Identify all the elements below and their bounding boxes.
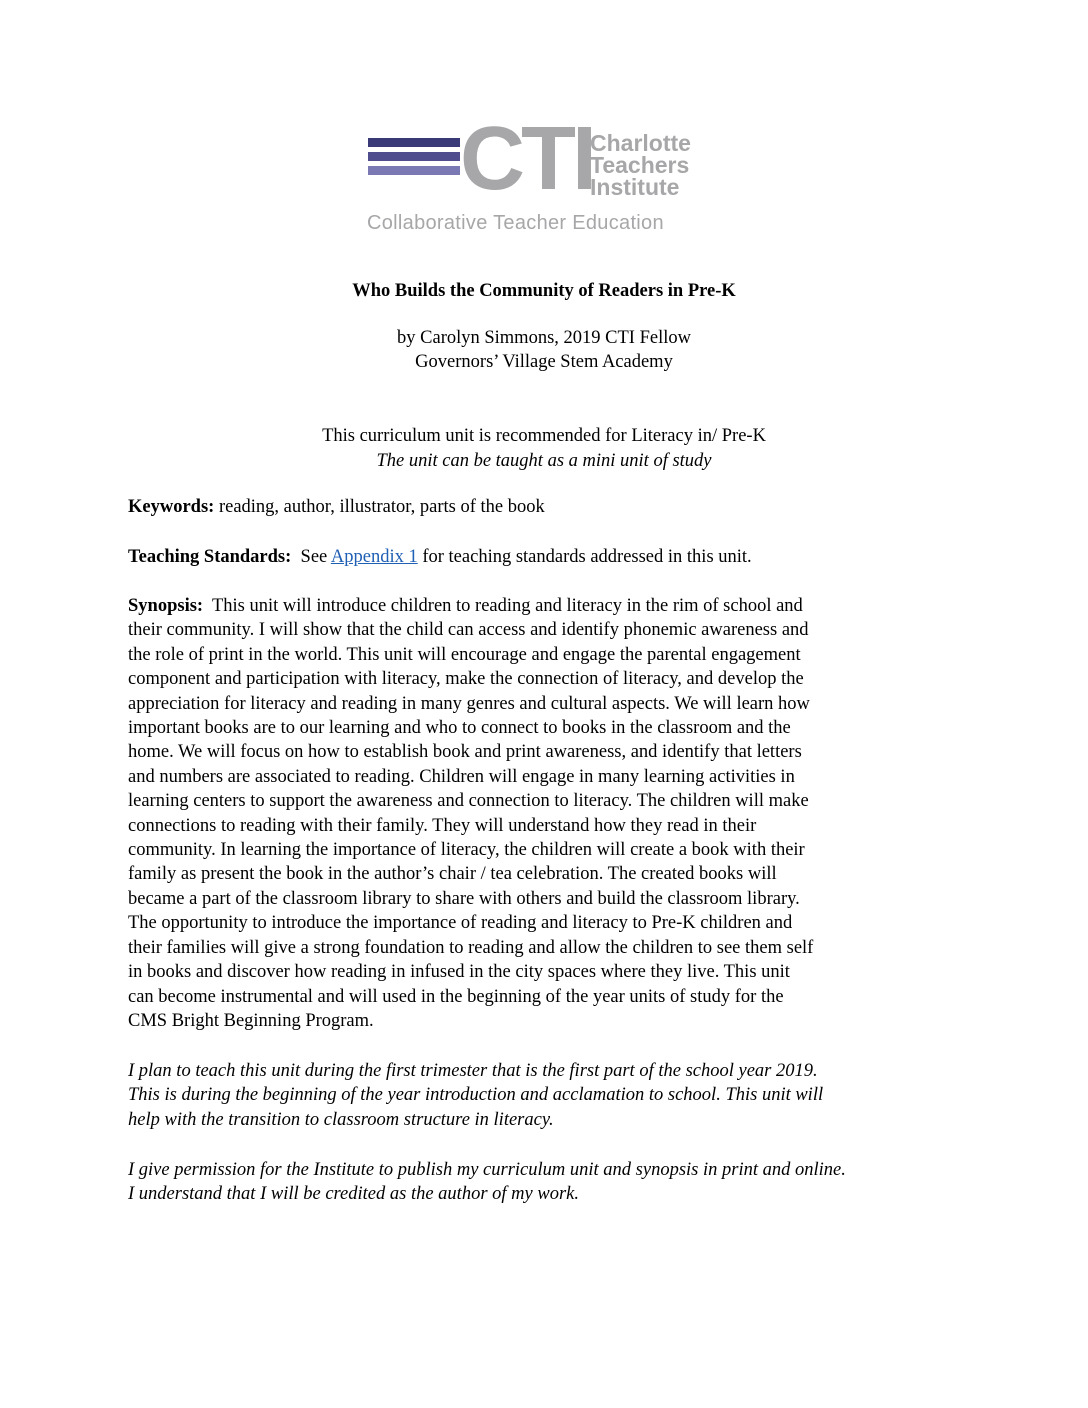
page-title: Who Builds the Community of Readers in Pre-K: [352, 281, 736, 301]
synopsis-line: became a part of the classroom library to share with others and build the classroom library.: [128, 888, 800, 909]
synopsis-paragraph: [128, 594, 968, 1033]
synopsis-line: home. We will focus on how to establish book and print awareness, and identify that letters: [128, 742, 802, 763]
logo-bar: [368, 166, 460, 175]
standards-pre-link: See: [291, 547, 331, 567]
permission-line: I understand that I will be credited as the author of my work.: [128, 1184, 579, 1205]
permission-line: I give permission for the Institute to publish my curriculum unit and synopsis in print and online.: [128, 1160, 846, 1180]
logo-name: [590, 132, 691, 198]
cti-logo: [363, 109, 725, 240]
synopsis-line: the role of print in the world. This unit will encourage and engage the parental engagement: [128, 644, 801, 665]
logo-name-line: Institute: [590, 174, 680, 200]
synopsis-line: appreciation for literacy and reading in many genres and cultural aspects. We will learn how: [128, 693, 810, 714]
school-name: Governors’ Village Stem Academy: [415, 352, 673, 372]
keywords-paragraph: [128, 495, 968, 519]
logo-name-line: Teachers: [590, 152, 690, 178]
permission-paragraph: [128, 1158, 968, 1207]
synopsis-line: important books are to our learning and who to connect to books in the classroom and the: [128, 718, 791, 739]
synopsis-line: The opportunity to introduce the importance of reading and literacy to Pre-K children and: [128, 913, 793, 934]
synopsis-line: connections to reading with their family. They will understand how they read in their: [128, 815, 757, 836]
logo-abbrev: CTI: [460, 109, 593, 209]
logo-tagline: Collaborative Teacher Education: [367, 212, 664, 234]
synopsis-line: [128, 594, 968, 618]
synopsis-label: Synopsis:: [128, 596, 204, 616]
plan-line: I plan to teach this unit during the first trimester that is the first part of the school year 2019.: [128, 1061, 818, 1081]
synopsis-line: learning centers to support the awareness and connection to literacy. The children will make: [128, 791, 809, 812]
plan-line: This is during the beginning of the year introduction and acclamation to school. This unit will: [128, 1085, 824, 1106]
synopsis-line-text: This unit will introduce children to reading and literacy in the rim of school and: [203, 596, 803, 616]
synopsis-line: community. In learning the importance of literacy, the children will create a book with their: [128, 840, 805, 861]
author-byline: by Carolyn Simmons, 2019 CTI Fellow: [397, 328, 691, 348]
synopsis-line: component and participation with literacy, make the connection of literacy, and develop the: [128, 669, 804, 690]
synopsis-line: can become instrumental and will used in the beginning of the year units of study for the: [128, 986, 784, 1007]
appendix-link[interactable]: Appendix 1: [330, 547, 418, 567]
synopsis-line: family as present the book in the author’s chair / tea celebration. The created books will: [128, 864, 777, 885]
plan-line: help with the transition to classroom structure in literacy.: [128, 1109, 554, 1130]
recommendation-line: This curriculum unit is recommended for Literacy in/ Pre-K: [322, 426, 766, 446]
standards-post-link: for teaching standards addressed in this unit.: [417, 547, 752, 567]
synopsis-line: their families will give a strong foundation to reading and allow the children to see them self: [128, 937, 814, 958]
recommendation-subline: The unit can be taught as a mini unit of study: [376, 451, 712, 471]
synopsis-line: CMS Bright Beginning Program.: [128, 1010, 374, 1031]
standards-label: Teaching Standards:: [128, 547, 292, 567]
synopsis-line: and numbers are associated to reading. Children will engage in many learning activities in: [128, 766, 795, 787]
logo-bars: [368, 138, 460, 180]
synopsis-line: their community. I will show that the child can access and identify phonemic awareness and: [128, 620, 809, 641]
keywords-text: reading, author, illustrator, parts of the book: [214, 497, 545, 517]
logo-bar: [368, 138, 460, 147]
keywords-label: Keywords:: [128, 497, 215, 517]
synopsis-line: in books and discover how reading in infused in the city spaces where they live. This unit: [128, 962, 790, 983]
logo-name-line: Charlotte: [590, 130, 691, 156]
plan-paragraph: [128, 1059, 968, 1132]
standards-paragraph: [128, 545, 968, 569]
logo-bar: [368, 152, 460, 161]
